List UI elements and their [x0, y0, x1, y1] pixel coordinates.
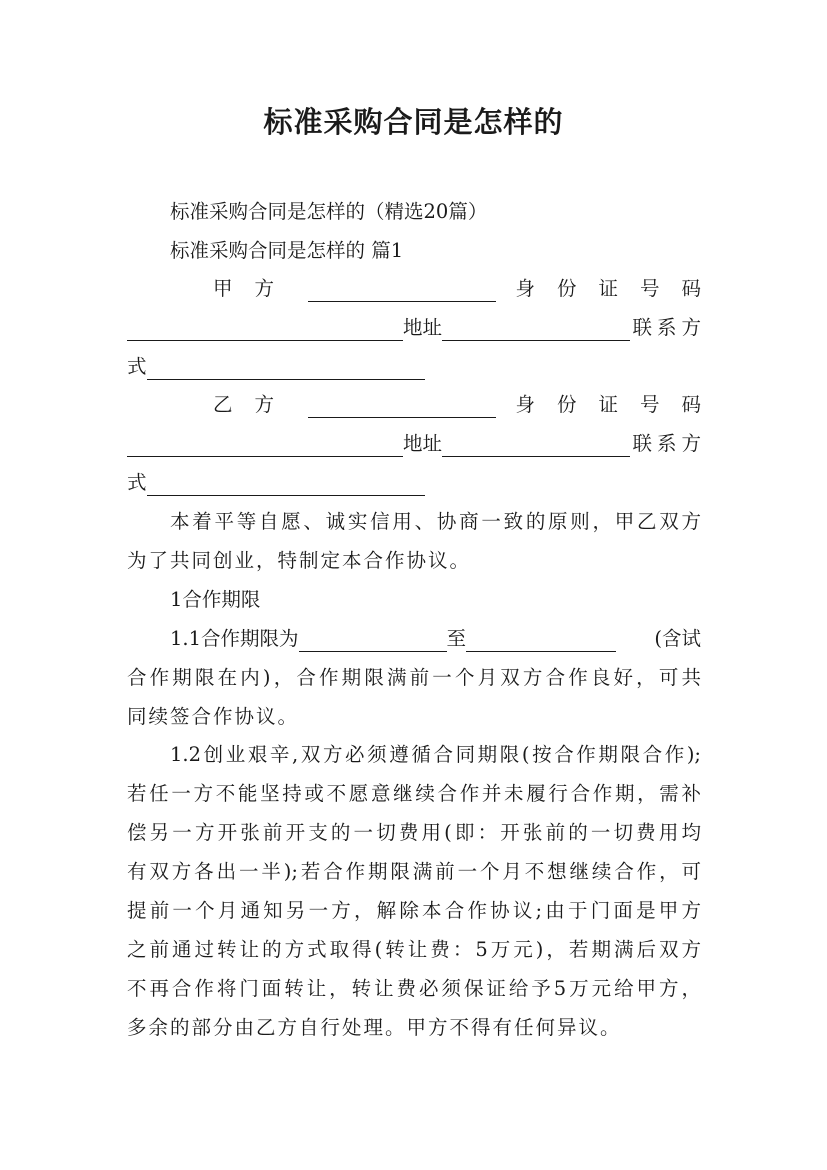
party-a-label: 甲方 — [213, 277, 297, 300]
party-a-name-blank — [308, 282, 496, 302]
clause-1-1-line: 合作期限在内)，合作期限满前一个月双方合作良好，可共 — [127, 666, 701, 689]
party-a-contact-label: 联系方 — [632, 316, 706, 339]
clause-1-2-line: 若任一方不能坚持或不愿意继续合作并未履行合作期，需补 — [127, 782, 701, 805]
party-a-id-blank — [127, 321, 403, 341]
party-a-line-2 — [127, 315, 706, 341]
clause-1-2-line: 多余的部分由乙方自行处理。甲方不得有任何异议。 — [127, 1016, 622, 1039]
clause-1-2-line: 1.2创业艰辛,双方必须遵循合同期限(按合作期限合作); — [170, 743, 701, 766]
clause-1-2-line: 提前一个月通知另一方，解除本合作协议;由于门面是甲方 — [127, 899, 701, 922]
intro-paragraph-line: 本着平等自愿、诚实信用、协商一致的原则，甲乙双方 — [170, 510, 701, 533]
party-b-contact-label-tail: 式 — [127, 471, 147, 494]
document-subtitle: 标准采购合同是怎样的（精选20篇） — [170, 200, 488, 223]
party-b-contact-blank — [147, 476, 425, 496]
party-a-id-label: 身份证号码 — [515, 277, 723, 300]
party-b-contact-label: 联系方 — [632, 432, 706, 455]
party-b-label: 乙方 — [213, 393, 297, 416]
party-a-address-blank — [442, 321, 630, 341]
party-a-contact-label-tail: 式 — [127, 355, 147, 378]
party-b-address-blank — [442, 437, 630, 457]
party-b-line-1 — [213, 392, 723, 418]
part-heading: 标准采购合同是怎样的 篇1 — [170, 239, 404, 262]
clause-1-2-line: 之前通过转让的方式取得(转让费：5万元)，若期满后双方 — [127, 938, 701, 961]
document-title: 标准采购合同是怎样的 — [263, 105, 564, 139]
party-b-id-blank — [127, 437, 403, 457]
party-b-id-label: 身份证号码 — [515, 393, 723, 416]
clause-1-2-line: 不再合作将门面转让，转让费必须保证给予5万元给甲方， — [127, 977, 701, 1000]
clause-1-1-line-1 — [170, 626, 701, 652]
party-b-line-2 — [127, 431, 706, 457]
term-start-blank — [299, 632, 447, 652]
clause-1-1-suffix: (含试 — [654, 627, 701, 650]
party-a-address-label: 地址 — [403, 316, 443, 339]
party-b-name-blank — [308, 398, 496, 418]
clause-1-2-line: 偿另一方开张前开支的一切费用(即：开张前的一切费用均 — [127, 821, 701, 844]
party-b-address-label: 地址 — [403, 432, 443, 455]
term-end-blank — [466, 632, 616, 652]
party-b-line-3 — [127, 470, 425, 496]
party-a-contact-blank — [147, 360, 425, 380]
party-a-line-1 — [213, 276, 723, 302]
party-a-line-3 — [127, 354, 425, 380]
clause-1-1-prefix: 1.1合作期限为 — [170, 627, 299, 650]
clause-1-1-middle: 至 — [446, 627, 467, 650]
clause-1-2-line: 有双方各出一半);若合作期限满前一个月不想继续合作，可 — [127, 860, 701, 883]
clause-1-1-line: 同续签合作协议。 — [127, 705, 300, 728]
section-heading: 1合作期限 — [170, 588, 261, 611]
intro-paragraph-line: 为了共同创业，特制定本合作协议。 — [127, 549, 472, 572]
